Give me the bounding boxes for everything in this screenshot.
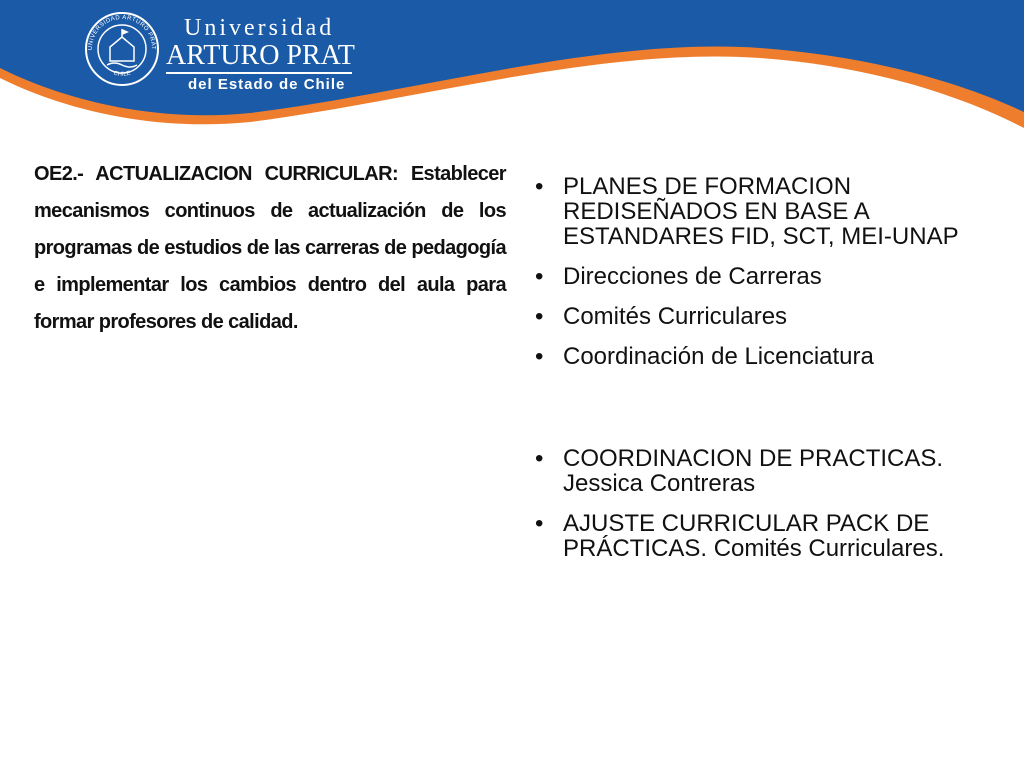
bullet-dot: • bbox=[535, 303, 544, 330]
seal-text-bottom: CHILE bbox=[112, 70, 132, 78]
objective-text: OE2.- ACTUALIZACION CURRICULAR: Establecer mecanismos continuos de actualización de los programas de estudios de las carreras de pedagogía e implementar los cambios dentro del aula para formar profesores de calidad. bbox=[34, 163, 506, 333]
bullet-text: AJUSTE CURRICULAR PACK DE PRÁCTICAS. Comités Curriculares. bbox=[563, 510, 945, 562]
university-name: ARTURO PRAT bbox=[166, 40, 355, 71]
bullet-dot: • bbox=[535, 445, 544, 472]
bullet-item bbox=[533, 344, 963, 369]
university-seal-icon bbox=[83, 7, 161, 91]
bullet-dot: • bbox=[535, 263, 544, 290]
bullet-text: Coordinación de Licenciatura bbox=[563, 343, 874, 370]
university-brand bbox=[166, 14, 355, 96]
bullet-item bbox=[533, 511, 963, 561]
bullet-dot: • bbox=[535, 343, 544, 370]
bullet-item bbox=[533, 264, 963, 289]
bullet-dot: • bbox=[535, 510, 544, 537]
slide-header bbox=[0, 0, 1024, 150]
seal-text-top: UNIVERSIDAD ARTURO PRAT bbox=[87, 14, 157, 51]
bullet-item bbox=[533, 174, 963, 249]
bullet-text: PLANES DE FORMACION REDISEÑADOS EN BASE A ESTANDARES FID, SCT, MEI-UNAP bbox=[563, 173, 959, 250]
university-subtitle: del Estado de Chile bbox=[188, 76, 346, 93]
bullet-item bbox=[533, 304, 963, 329]
bullet-dot: • bbox=[535, 173, 544, 200]
university-word: Universidad bbox=[184, 15, 335, 41]
bullet-text: COORDINACION DE PRACTICAS. Jessica Contreras bbox=[563, 445, 944, 497]
svg-text:CHILE bbox=[113, 71, 131, 78]
bullet-item bbox=[533, 446, 963, 496]
bullet-list bbox=[533, 174, 963, 576]
bullet-text: Comités Curriculares bbox=[563, 303, 788, 330]
bullet-text: Direcciones de Carreras bbox=[563, 263, 822, 290]
